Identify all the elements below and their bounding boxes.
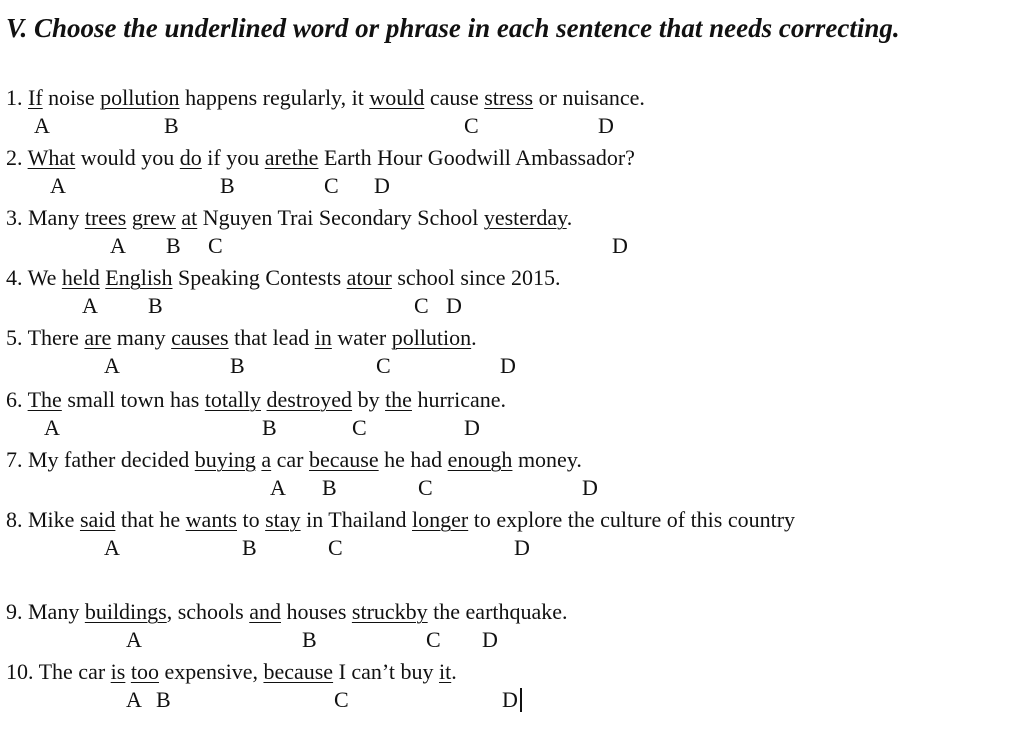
option-label-d: D	[446, 293, 462, 318]
question-sentence	[6, 446, 582, 474]
sentence-text: if you	[201, 145, 265, 170]
underlined-option: longer	[412, 507, 469, 532]
sentence-text: happens regularly, it	[179, 85, 370, 110]
underlined-option: The	[27, 387, 62, 412]
option-label-c: C	[418, 475, 433, 500]
underlined-option: totally	[204, 387, 262, 412]
sentence-text: he had	[378, 447, 448, 472]
underlined-option: is	[110, 659, 126, 684]
question-sentence	[6, 506, 795, 534]
option-label-b: B	[156, 687, 171, 712]
option-label-d: D	[374, 173, 390, 198]
sentence-text: that he	[115, 507, 186, 532]
option-label-c: C	[352, 415, 367, 440]
underlined-option: would	[369, 85, 425, 110]
sentence-text: to	[237, 507, 266, 532]
sentence-text: small town has	[61, 387, 205, 412]
option-label-a: A	[34, 113, 50, 138]
underlined-option: arethe	[264, 145, 319, 170]
sentence-text: many	[111, 325, 172, 350]
option-label-a: A	[104, 353, 120, 378]
sentence-text: I can’t buy	[333, 659, 439, 684]
option-label-a: A	[110, 233, 126, 258]
sentence-text: in Thailand	[300, 507, 412, 532]
underlined-option: What	[27, 145, 76, 170]
underlined-option: in	[314, 325, 332, 350]
option-label-b: B	[242, 535, 257, 560]
sentence-text: houses	[281, 599, 352, 624]
option-label-b: B	[322, 475, 337, 500]
option-label-a: A	[270, 475, 286, 500]
option-label-a: A	[104, 535, 120, 560]
option-label-c: C	[208, 233, 223, 258]
option-label-a: A	[44, 415, 60, 440]
sentence-text: 8. Mike	[6, 507, 80, 532]
option-label-d: D	[582, 475, 598, 500]
underlined-option: pollution	[391, 325, 472, 350]
underlined-option: If	[28, 85, 43, 110]
sentence-text: car	[271, 447, 310, 472]
option-label-a: A	[126, 627, 142, 652]
sentence-text: money.	[512, 447, 582, 472]
sentence-text: hurricane.	[411, 387, 507, 412]
underlined-option: and	[249, 599, 281, 624]
underlined-option: struckby	[351, 599, 428, 624]
option-label-d: D	[464, 415, 480, 440]
underlined-option: because	[263, 659, 334, 684]
underlined-option: because	[309, 447, 379, 472]
sentence-text: .	[566, 205, 573, 230]
sentence-text: 6.	[6, 387, 28, 412]
sentence-text: , schools	[166, 599, 250, 624]
option-label-c: C	[328, 535, 343, 560]
question-sentence	[6, 386, 506, 414]
option-label-d: D	[612, 233, 628, 258]
option-label-a: A	[82, 293, 98, 318]
sentence-text: 1.	[6, 85, 28, 110]
option-label-c: C	[376, 353, 391, 378]
sentence-text: by	[352, 387, 386, 412]
option-label-a: A	[50, 173, 66, 198]
sentence-text: water	[331, 325, 392, 350]
underlined-option: wants	[185, 507, 237, 532]
question-sentence	[6, 598, 568, 626]
sentence-text: that lead	[228, 325, 315, 350]
sentence-text: 2.	[6, 145, 28, 170]
question-sentence	[6, 204, 572, 232]
underlined-option: it	[438, 659, 452, 684]
option-label-a: A	[126, 687, 142, 712]
exercise-heading: V. Choose the underlined word or phrase in each sentence that needs correcting.	[6, 13, 900, 43]
underlined-option: buildings	[84, 599, 167, 624]
sentence-text: 3. Many	[6, 205, 85, 230]
sentence-text: noise	[42, 85, 101, 110]
underlined-option: are	[84, 325, 112, 350]
sentence-text: school since 2015.	[391, 265, 561, 290]
option-label-b: B	[148, 293, 163, 318]
option-label-b: B	[166, 233, 181, 258]
question-sentence	[6, 658, 457, 686]
text-cursor-icon	[520, 688, 522, 712]
option-label-d: D	[500, 353, 516, 378]
sentence-text: 4. We	[6, 265, 62, 290]
underlined-option: grew	[131, 205, 176, 230]
option-label-b: B	[164, 113, 179, 138]
option-label-d: D	[598, 113, 614, 138]
option-label-c: C	[414, 293, 429, 318]
sentence-text: 5. There	[6, 325, 85, 350]
underlined-option: English	[105, 265, 173, 290]
option-label-d: D	[514, 535, 530, 560]
sentence-text: .	[451, 659, 457, 684]
sentence-text: would you	[75, 145, 180, 170]
sentence-text: the earthquake.	[427, 599, 568, 624]
underlined-option: held	[61, 265, 100, 290]
underlined-option: trees	[84, 205, 127, 230]
option-label-b: B	[302, 627, 317, 652]
sentence-text: Speaking Contests	[172, 265, 347, 290]
question-sentence	[6, 324, 477, 352]
option-label-d: D	[482, 627, 498, 652]
underlined-option: at	[181, 205, 198, 230]
underlined-option: said	[79, 507, 116, 532]
option-label-c: C	[334, 687, 349, 712]
underlined-option: a	[261, 447, 272, 472]
option-label-d: D	[502, 687, 518, 712]
option-label-b: B	[220, 173, 235, 198]
sentence-text: .	[471, 325, 477, 350]
underlined-option: buying	[194, 447, 256, 472]
underlined-option: do	[179, 145, 202, 170]
sentence-text: Nguyen Trai Secondary School	[197, 205, 484, 230]
option-label-c: C	[426, 627, 441, 652]
option-label-c: C	[324, 173, 339, 198]
underlined-option: stay	[265, 507, 301, 532]
underlined-option: enough	[447, 447, 513, 472]
sentence-text: to explore the culture of this country	[468, 507, 796, 532]
sentence-text: expensive,	[158, 659, 264, 684]
question-sentence	[6, 144, 635, 172]
sentence-text: 9. Many	[6, 599, 85, 624]
sentence-text: 7. My father decided	[6, 447, 195, 472]
sentence-text: cause	[424, 85, 485, 110]
underlined-option: the	[385, 387, 412, 412]
question-sentence	[6, 264, 561, 292]
option-label-b: B	[230, 353, 245, 378]
underlined-option: pollution	[100, 85, 180, 110]
underlined-option: destroyed	[266, 387, 353, 412]
option-label-c: C	[464, 113, 479, 138]
underlined-option: stress	[484, 85, 534, 110]
sentence-text: Earth Hour Goodwill Ambassador?	[318, 145, 635, 170]
underlined-option: causes	[171, 325, 229, 350]
underlined-option: too	[130, 659, 159, 684]
underlined-option: atour	[346, 265, 392, 290]
question-sentence	[6, 84, 645, 112]
underlined-option: yesterday	[483, 205, 567, 230]
option-label-b: B	[262, 415, 277, 440]
sentence-text: 10. The car	[6, 659, 111, 684]
sentence-text: or nuisance.	[533, 85, 645, 110]
